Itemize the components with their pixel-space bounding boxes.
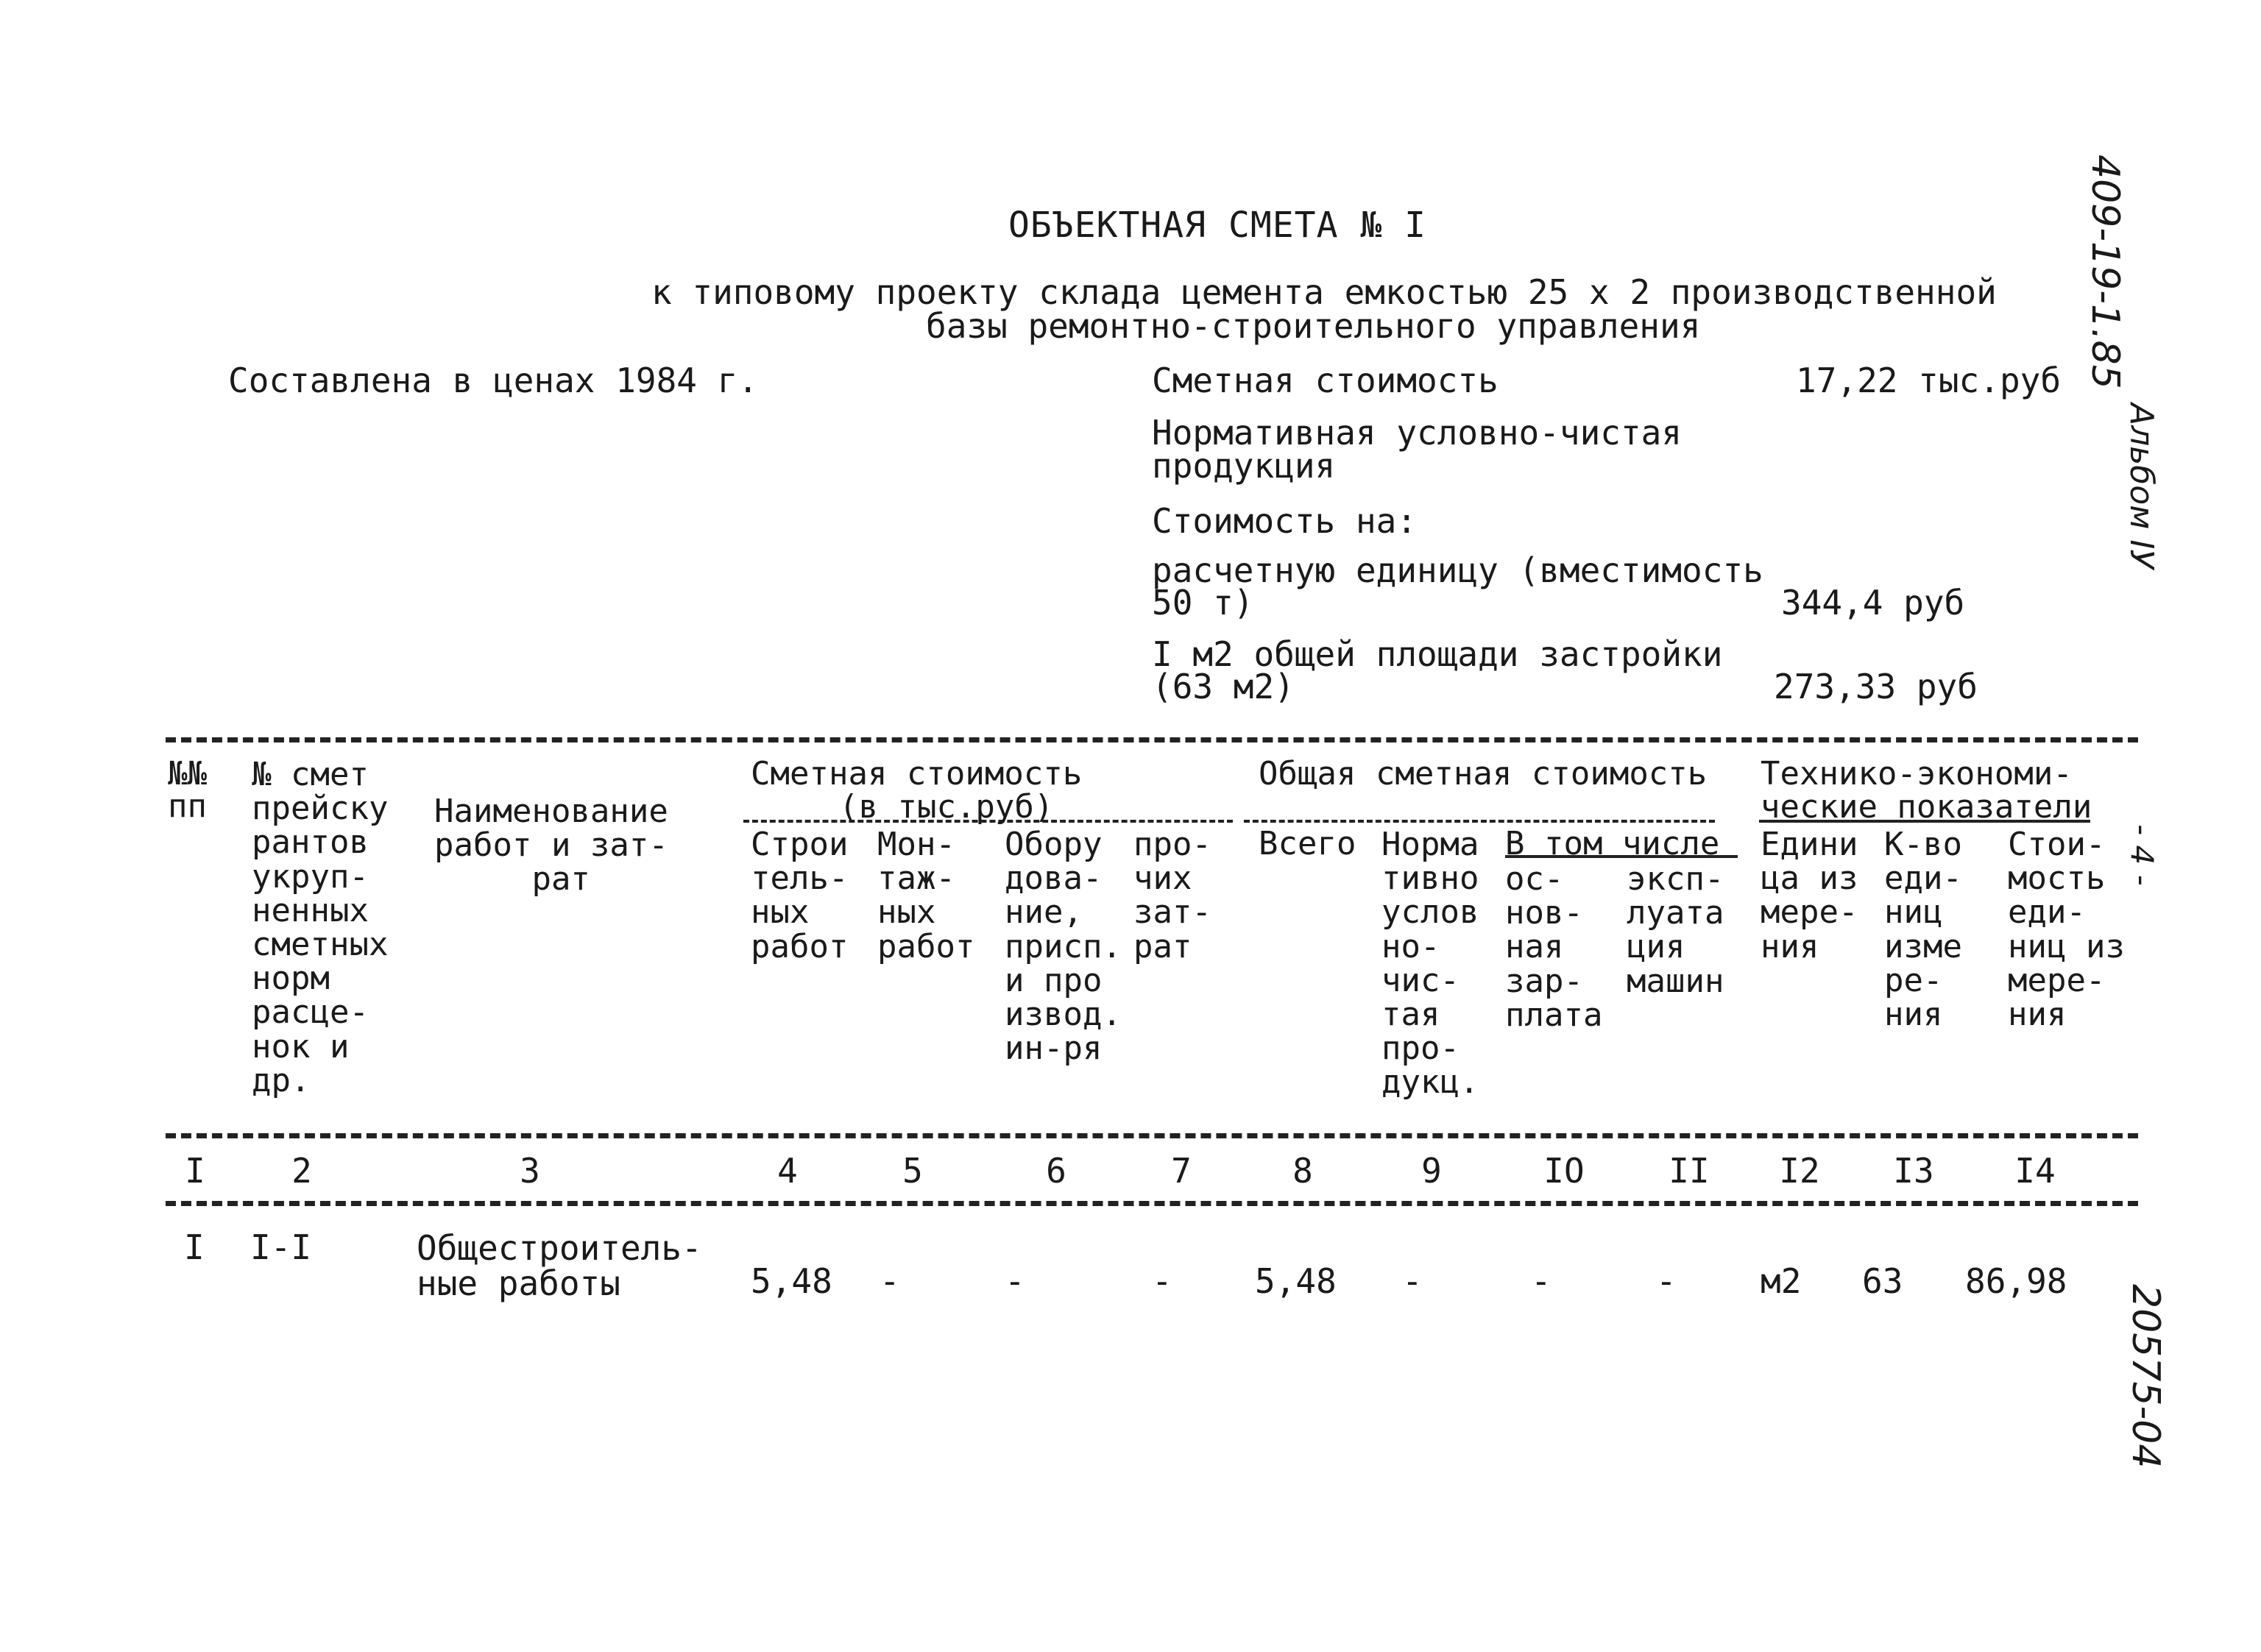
- row-cell-installation: -: [880, 1261, 900, 1301]
- header-col-3: Наименование работ и зат- рат: [434, 793, 668, 898]
- row-cell-machines: -: [1656, 1261, 1677, 1301]
- col-number: 6: [1046, 1151, 1066, 1191]
- row-cell-total: 5,48: [1255, 1261, 1337, 1301]
- col-number: 3: [520, 1151, 540, 1191]
- header-bottom-rule: [166, 1133, 2138, 1138]
- col-number: 2: [291, 1151, 312, 1191]
- header-col-2: № смет прейску рантов укруп- ненных сметных норм расце- нок и др.: [252, 756, 389, 1099]
- row-cell-wages: -: [1531, 1261, 1551, 1301]
- subtitle-line-1: к типовому проекту склада цемента емкостью 25 х 2 производственной: [651, 272, 1997, 312]
- header-col-7: про- чих зат- рат: [1133, 826, 1211, 965]
- subtitle-line-2: базы ремонтно-строительного управления: [926, 306, 1701, 346]
- area-cost-value: 273,33 руб: [1774, 667, 1978, 706]
- normative-label-1: Нормативная условно-чистая: [1152, 413, 1683, 453]
- header-group-estimate-2: (в тыс.руб): [839, 788, 1054, 826]
- col-number: IO: [1543, 1151, 1585, 1191]
- row-cell-name: Общестроитель- ные работы: [417, 1228, 702, 1304]
- row-cell-estimate-ref: I-I: [250, 1227, 312, 1267]
- group2-underline: [1244, 820, 1715, 823]
- estimated-cost-label: Сметная стоимость: [1152, 361, 1499, 400]
- normative-label-2: продукция: [1152, 446, 1336, 486]
- header-col-12: Едини ца из мере- ния: [1761, 826, 1858, 965]
- row-cell-quantity: 63: [1862, 1261, 1903, 1301]
- col-number: I4: [2014, 1151, 2056, 1191]
- row-cell-equipment: -: [1005, 1261, 1025, 1301]
- numbers-bottom-rule: [166, 1201, 2138, 1206]
- row-cell-normative: -: [1402, 1261, 1423, 1301]
- header-group-estimate-1: Сметная стоимость: [751, 755, 1083, 793]
- row-cell-unit: м2: [1761, 1261, 1802, 1301]
- table-top-rule: [166, 737, 2138, 742]
- header-group-indicators-1: Технико-экономи-: [1761, 755, 2073, 793]
- header-including: В том числе: [1505, 825, 1720, 862]
- header-col-13: К-во еди- ниц изме ре- ния: [1884, 826, 1962, 1033]
- project-code: 409-19-1.85: [2083, 155, 2127, 389]
- header-col-6: Обору дова- ние, присп. и про извод. ин-ря: [1005, 826, 1122, 1068]
- row-cell-unit-cost: 86,98: [1965, 1261, 2067, 1301]
- area-cost-label-2: (63 м2): [1152, 667, 1295, 706]
- header-col-11: эксп- луата ция машин: [1627, 860, 1724, 1000]
- header-col-10: ос- нов- ная зар- плата: [1505, 860, 1603, 1034]
- area-cost-label-1: I м2 общей площади застройки: [1152, 634, 1723, 674]
- row-cell-other: -: [1152, 1261, 1172, 1301]
- col-number: I: [185, 1151, 205, 1191]
- header-col-8: Всего: [1259, 825, 1356, 862]
- col-number: 4: [777, 1151, 798, 1191]
- compiled-prices: Составлена в ценах 1984 г.: [228, 361, 759, 400]
- col-number: 5: [902, 1151, 923, 1191]
- row-cell-construction: 5,48: [751, 1261, 832, 1301]
- col-number: 9: [1421, 1151, 1442, 1191]
- row-cell-number: I: [184, 1227, 205, 1267]
- header-group-indicators-2: ческие показатели: [1761, 788, 2092, 826]
- header-col-14: Стои- мость еди- ниц из мере- ния: [2008, 826, 2125, 1033]
- col-number: II: [1669, 1151, 1710, 1191]
- unit-cost-label-1: расчетную единицу (вместимость: [1152, 550, 1763, 590]
- col-number: 8: [1292, 1151, 1313, 1191]
- unit-cost-label-2: 50 т): [1152, 583, 1254, 623]
- col-number: 7: [1171, 1151, 1192, 1191]
- header-col-9: Норма тивно услов но- чис- тая про- дукц.: [1381, 826, 1479, 1102]
- inventory-number: 20575-04: [2123, 1284, 2168, 1469]
- album-label: Альбом IУ: [2123, 403, 2160, 570]
- header-col-4: Строи тель- ных работ: [751, 826, 849, 965]
- col-number: I2: [1779, 1151, 1820, 1191]
- header-col-5: Мон- таж- ных работ: [877, 826, 975, 965]
- page-number: - 4 -: [2124, 824, 2160, 886]
- document-title: ОБЪЕКТНАЯ СМЕТА № I: [1008, 205, 1427, 246]
- header-group-total: Общая сметная стоимость: [1259, 755, 1708, 793]
- cost-per-label: Стоимость на:: [1152, 501, 1418, 541]
- unit-cost-value: 344,4 руб: [1781, 583, 1965, 623]
- estimated-cost-value: 17,22 тыс.руб: [1796, 361, 2062, 400]
- col-number: I3: [1893, 1151, 1934, 1191]
- header-col-1: №№ пп: [168, 755, 207, 825]
